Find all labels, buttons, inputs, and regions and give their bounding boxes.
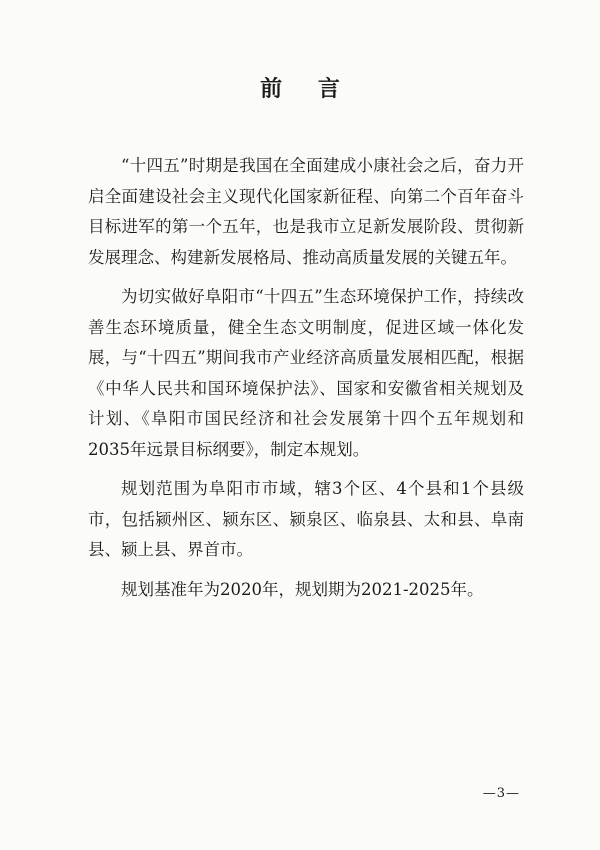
page-title: 前 言: [260, 76, 354, 102]
page-number: —3—: [482, 786, 520, 801]
paragraph-4: 规划基准年为2020年，规划期为2021-2025年。: [121, 579, 484, 599]
paragraph-1: “十四五”时期是我国在全面建成小康社会之后，奋力开启全面建设社会主义现代化国家新征程、向第二个百年奋斗目标进军的第一个五年，也是我市立足新发展阶段、贯彻新发展理念、构建新发展格局、推动高质量发展的关键五年。: [88, 156, 524, 267]
paragraph-3: 规划范围为阜阳市市域，辖3个区、4个县和1个县级市，包括颍州区、颍东区、颍泉区、临泉县、太和县、阜南县、颍上县、界首市。: [88, 479, 524, 559]
paragraph-2: 为切实做好阜阳市“十四五”生态环境保护工作，持续改善生态环境质量，健全生态文明制度，促进区域一体化发展，与“十四五”期间我市产业经济高质量发展相匹配，根据《中华人民共和国环境保护法》、国家和安徽省相关规划及计划、《阜阳市国民经济和社会发展第十四个五年规划和2035年远景目标纲要》，制定本规划。: [88, 287, 524, 459]
document-body: [88, 151, 524, 605]
